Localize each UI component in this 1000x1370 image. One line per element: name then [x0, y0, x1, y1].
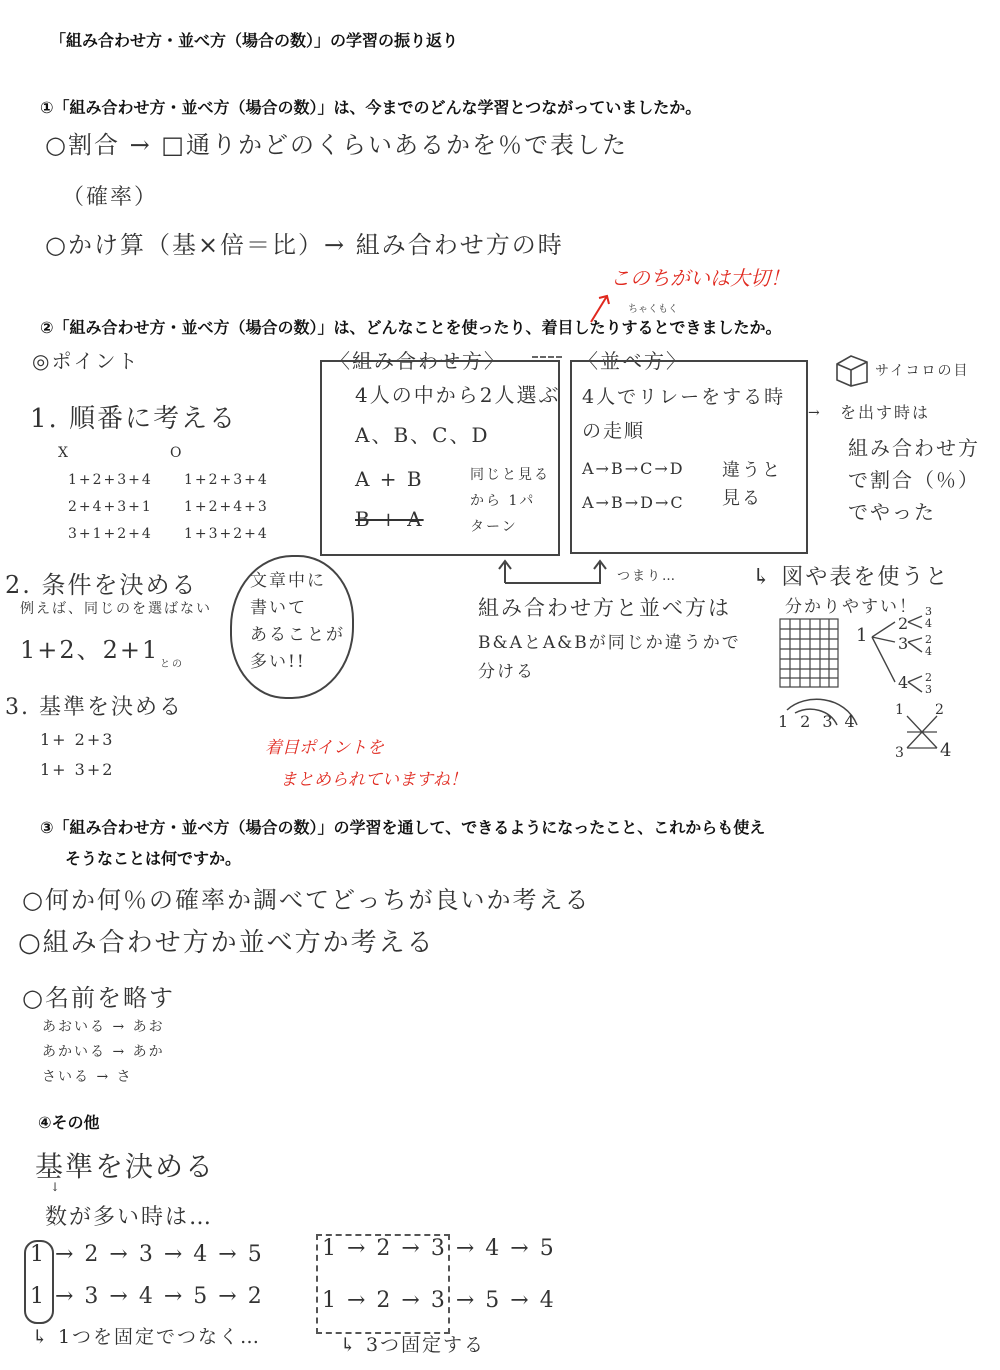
step1-x-list	[58, 440, 153, 548]
seq-num: 1	[30, 1284, 46, 1309]
seq-num: 1	[322, 1236, 338, 1261]
step2-example: 1+2、2+1	[20, 636, 160, 664]
bubble-line: あることが	[250, 625, 345, 645]
cross-lines	[903, 712, 941, 752]
summary-line-2: B&AとA&Bが同じか違うかで	[478, 633, 741, 653]
order-line: A→B→D→C	[582, 493, 685, 512]
seq-num: 5	[193, 1284, 210, 1309]
order-line: A→B→C→D	[582, 459, 685, 478]
abbrev-line: さいる → さ	[42, 1069, 133, 1085]
seq-num: 1	[30, 1242, 46, 1267]
q1-question: ①「組み合わせ方・並べ方（場合の数）」は、今までのどんな学習とつながっていましたか。	[40, 98, 702, 117]
diagram-note-2: 分かりやすい！	[785, 597, 918, 617]
step1-o-row: 1+2+4+3	[184, 499, 269, 515]
step1-o-list	[170, 440, 269, 548]
tree-leaf: 4	[925, 617, 934, 630]
dice-note-2: を出す時は	[840, 403, 931, 422]
tree-leaf: 2	[925, 633, 934, 646]
step1-o-row: 1+3+2+4	[184, 526, 269, 542]
step2-sub: 例えば、同じのを選ばない	[20, 601, 212, 617]
q1-answer-3: ○かけ算（基×倍＝比）→ 組み合わせ方の時	[45, 231, 564, 259]
q3-answer-2: ○組み合わせ方か並べ方か考える	[18, 928, 435, 958]
step1-x-row: 3+1+2+4	[68, 526, 153, 542]
tree-leaf: 2	[925, 671, 934, 684]
order-box-title: 〈並べ方〉	[578, 349, 688, 373]
red-note-bottom-1: 着目ポイントを	[265, 738, 384, 758]
step1-o-row: 1+2+3+4	[184, 472, 269, 488]
seq-num: 3	[84, 1284, 101, 1309]
step-2: 2. 条件を決める	[5, 571, 198, 599]
seq-2: 1 → 3 → 4 → 5 → 2	[30, 1284, 264, 1309]
order-line: の走順	[582, 420, 646, 442]
tree-branch: 4	[898, 673, 911, 692]
arrow-icon: →	[808, 405, 822, 421]
dice-note-line: 組み合わせ方	[848, 436, 980, 460]
order-side-note: 違うと見る	[722, 460, 782, 509]
seq-num: 1	[322, 1288, 338, 1313]
combo-side-note: 同じと見るから 1パターン	[470, 467, 550, 535]
step-1: 1. 順番に考える	[30, 404, 238, 434]
dice-note-rest	[848, 432, 980, 528]
tree-leaf: 3	[925, 605, 934, 618]
down-arrow-icon: ↓	[50, 1180, 63, 1194]
combo-line: A、B、C、D	[355, 423, 490, 447]
combo-box-title: 〈組み合わせ方〉	[330, 349, 506, 373]
q1-answer-2: （確率）	[62, 185, 159, 210]
step1-x-row: 1+2+3+4	[68, 472, 153, 488]
step3-line: 1+ 3+2	[40, 760, 115, 779]
cross-label: 3	[895, 745, 906, 761]
q3-question-1: ③「組み合わせ方・並べ方（場合の数）」の学習を通して、できるようになったこと、これからも使え	[40, 818, 766, 837]
q1-answer-1: ○割合 → □通りかどのくらいあるかを％で表した	[45, 131, 628, 159]
seq-1: 1 → 2 → 3 → 4 → 5	[30, 1242, 264, 1267]
seq-num: 5	[485, 1288, 502, 1313]
loop-labels: 1234	[778, 712, 867, 731]
step3-lines	[40, 725, 114, 785]
red-note-bottom-2: まとめられていますね！	[280, 770, 467, 790]
dice-icon	[833, 352, 871, 388]
q3-answer-3: ○名前を略す	[22, 984, 175, 1012]
cross-label: 2	[935, 702, 946, 718]
step1-x-row: 2+4+3+1	[68, 499, 153, 515]
ruby-note: ちゃくもく	[628, 304, 678, 315]
abbrev-line: あかいる → あか	[42, 1044, 165, 1060]
cross-label: 4	[940, 740, 954, 761]
tree-leaves	[925, 606, 934, 696]
tree-root: 1	[856, 625, 870, 646]
step1-o-mark: O	[170, 445, 184, 461]
seq-num: 2	[376, 1288, 393, 1313]
abbrev-line: あおいる → あお	[42, 1019, 165, 1035]
tsumari-bracket	[495, 555, 615, 590]
order-line: 4人でリレーをする時	[582, 386, 786, 408]
tree-branch: 3	[898, 634, 911, 653]
q4-line-1: 基準を決める	[35, 1150, 216, 1183]
q4-heading: ④その他	[38, 1113, 100, 1132]
seq-num: 2	[84, 1242, 101, 1267]
dice-note-line: で割合（％）	[848, 468, 980, 492]
seq-num: 3	[430, 1288, 447, 1313]
page-title: 「組み合わせ方・並べ方（場合の数）」の学習の振り返り	[50, 31, 459, 50]
q3-answer-1: ○何か何％の確率か調べてどっちが良いか考える	[22, 886, 591, 914]
q4-note-left: ↳ 1つを固定でつなく…	[32, 1326, 262, 1348]
summary-line-1: 組み合わせ方と並べ方は	[478, 596, 731, 620]
step-3: 3. 基準を決める	[5, 695, 183, 720]
combo-line-struck: B + A	[355, 507, 424, 531]
q2-question: ②「組み合わせ方・並べ方（場合の数）」は、どんなことを使ったり、着目したりするとできましたか。	[40, 318, 782, 337]
tree-leaf: 4	[925, 645, 934, 658]
bubble-line: 多い!!	[250, 652, 306, 672]
combo-line: A + B	[355, 467, 424, 491]
step2-example-note: との	[160, 659, 184, 670]
seq-num: 4	[193, 1242, 210, 1267]
seq-num: 2	[247, 1284, 264, 1309]
bubble-text	[250, 568, 345, 676]
seq-3: 1 → 2 → 3 → 4 → 5	[322, 1236, 556, 1261]
step1-x-mark: X	[58, 445, 70, 461]
q4-note-right: ↳ 3つ固定する	[340, 1334, 486, 1356]
summary-line-3: 分ける	[478, 662, 535, 682]
combo-line: 4人の中から2人選ぶ	[355, 383, 561, 407]
tree-branch: 2	[898, 614, 911, 633]
bubble-line: 文章中に	[250, 571, 326, 591]
seq-num: 2	[376, 1236, 393, 1261]
abbrev-list	[42, 1015, 165, 1090]
q3-question-2: そうなことは何ですか。	[65, 849, 242, 868]
seq-num: 4	[539, 1288, 556, 1313]
dashed-connector	[532, 356, 562, 358]
tree-leaf: 3	[925, 683, 934, 696]
seq-num: 4	[138, 1284, 155, 1309]
seq-4: 1 → 2 → 3 → 5 → 4	[322, 1288, 556, 1313]
dice-note-1: サイコロの目	[875, 363, 970, 379]
seq-num: 3	[138, 1242, 155, 1267]
grid-table-drawing	[778, 617, 840, 689]
cross-label: 1	[895, 702, 906, 718]
q4-line-2: 数が多い時は…	[45, 1205, 214, 1230]
step3-line: 1+ 2+3	[40, 730, 115, 749]
diagram-note: ↳ 図や表を使うと	[752, 565, 950, 590]
seq-num: 5	[247, 1242, 264, 1267]
red-note-top: このちがいは大切！	[610, 266, 790, 290]
dice-note-line: でやった	[848, 500, 936, 524]
tsumari: つまり…	[617, 569, 678, 584]
seq-num: 3	[430, 1236, 447, 1261]
point-label: ◎ポイント	[32, 349, 140, 373]
seq-num: 5	[539, 1236, 556, 1261]
bubble-line: 書いて	[250, 598, 307, 618]
seq-num: 4	[485, 1236, 502, 1261]
